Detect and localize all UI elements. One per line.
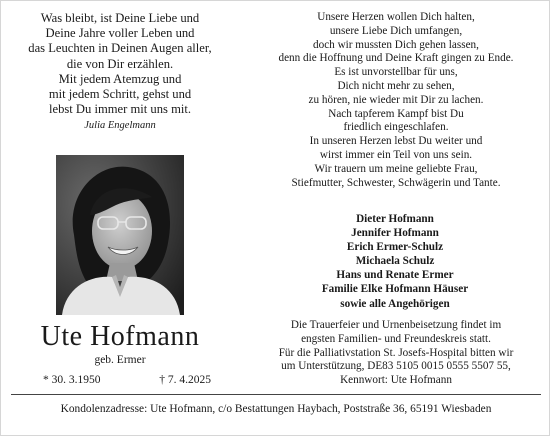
- poem-right-line: Wir trauern um meine geliebte Frau,: [314, 162, 478, 175]
- poem-right-line: Nach tapferem Kampf bist Du: [328, 107, 464, 120]
- portrait-image: [56, 155, 184, 315]
- deceased-name: Ute Hofmann: [40, 321, 200, 352]
- poem-left-line: Was bleibt, ist Deine Liebe und: [40, 11, 200, 25]
- service-line: Die Trauerfeier und Urnenbeisetzung findet im: [290, 319, 502, 331]
- mourner-name: sowie alle Angehörigen: [340, 297, 450, 310]
- mourner-name: Michaela Schulz: [355, 255, 435, 268]
- poem-left-line: die von Dir erzählen.: [66, 56, 174, 71]
- poem-right-line: Stiefmutter, Schwester, Schwägerin und Tante.: [291, 176, 501, 189]
- poem-right: [251, 11, 541, 190]
- divider: [11, 394, 541, 395]
- poem-right-line: unsere Liebe Dich umfangen,: [329, 24, 463, 37]
- service-line: Für die Palliativstation St. Josefs-Hospital bitten wir: [278, 346, 514, 359]
- birth-date: * 30. 3.1950: [43, 374, 101, 386]
- portrait-photo: [56, 155, 184, 315]
- service-line: um Unterstützung, DE83 5105 0015 0555 5507 55,: [281, 360, 511, 373]
- mourner-name: Erich Ermer-Schulz: [346, 241, 444, 254]
- poem-left-line: mit jedem Schritt, gehst und: [48, 87, 192, 102]
- life-dates: [43, 373, 211, 387]
- poem-right-line: wirst immer ein Teil von uns sein.: [319, 148, 473, 161]
- mourner-name: Dieter Hofmann: [356, 213, 434, 225]
- poem-right-line: friedlich eingeschlafen.: [343, 121, 449, 134]
- maiden-name: geb. Ermer: [94, 354, 146, 366]
- condolence-address: Kondolenzadresse: Ute Hofmann, c/o Bestattungen Haybach, Poststraße 36, 65191 Wiesbaden: [60, 403, 492, 415]
- death-date: † 7. 4.2025: [159, 374, 211, 386]
- service-notice: [251, 319, 541, 388]
- mourner-name: Jennifer Hofmann: [351, 227, 439, 240]
- poem-left-line: Mit jedem Atemzug und: [58, 71, 182, 86]
- service-line: Kennwort: Ute Hofmann: [340, 374, 452, 387]
- poem-right-line: doch wir mussten Dich gehen lassen,: [313, 38, 479, 51]
- mourner-name: Familie Elke Hofmann Häuser: [321, 283, 469, 296]
- poem-right-line: Es ist unvorstellbar für uns,: [334, 66, 458, 79]
- mourners-list: [263, 212, 527, 311]
- poem-right-line: denn die Hoffnung und Deine Kraft gingen zu Ende.: [278, 52, 514, 65]
- mourner-name: Hans und Renate Ermer: [336, 269, 454, 282]
- poem-right-line: Dich nicht mehr zu sehen,: [337, 79, 455, 92]
- poem-author: Julia Engelmann: [84, 120, 156, 132]
- poem-left-line: lebst Du immer mit uns mit.: [48, 102, 192, 117]
- poem-left: [15, 11, 225, 133]
- poem-left-line: Deine Jahre voller Leben und: [45, 26, 195, 41]
- poem-right-line: zu hören, nie wieder mit Dir zu lachen.: [308, 93, 484, 106]
- poem-left-line: das Leuchten in Deinen Augen aller,: [28, 41, 212, 56]
- poem-right-line: Unsere Herzen wollen Dich halten,: [317, 11, 475, 23]
- poem-right-line: In unseren Herzen lebst Du weiter und: [309, 135, 483, 148]
- service-line: engsten Familien- und Freundeskreis statt.: [301, 332, 491, 345]
